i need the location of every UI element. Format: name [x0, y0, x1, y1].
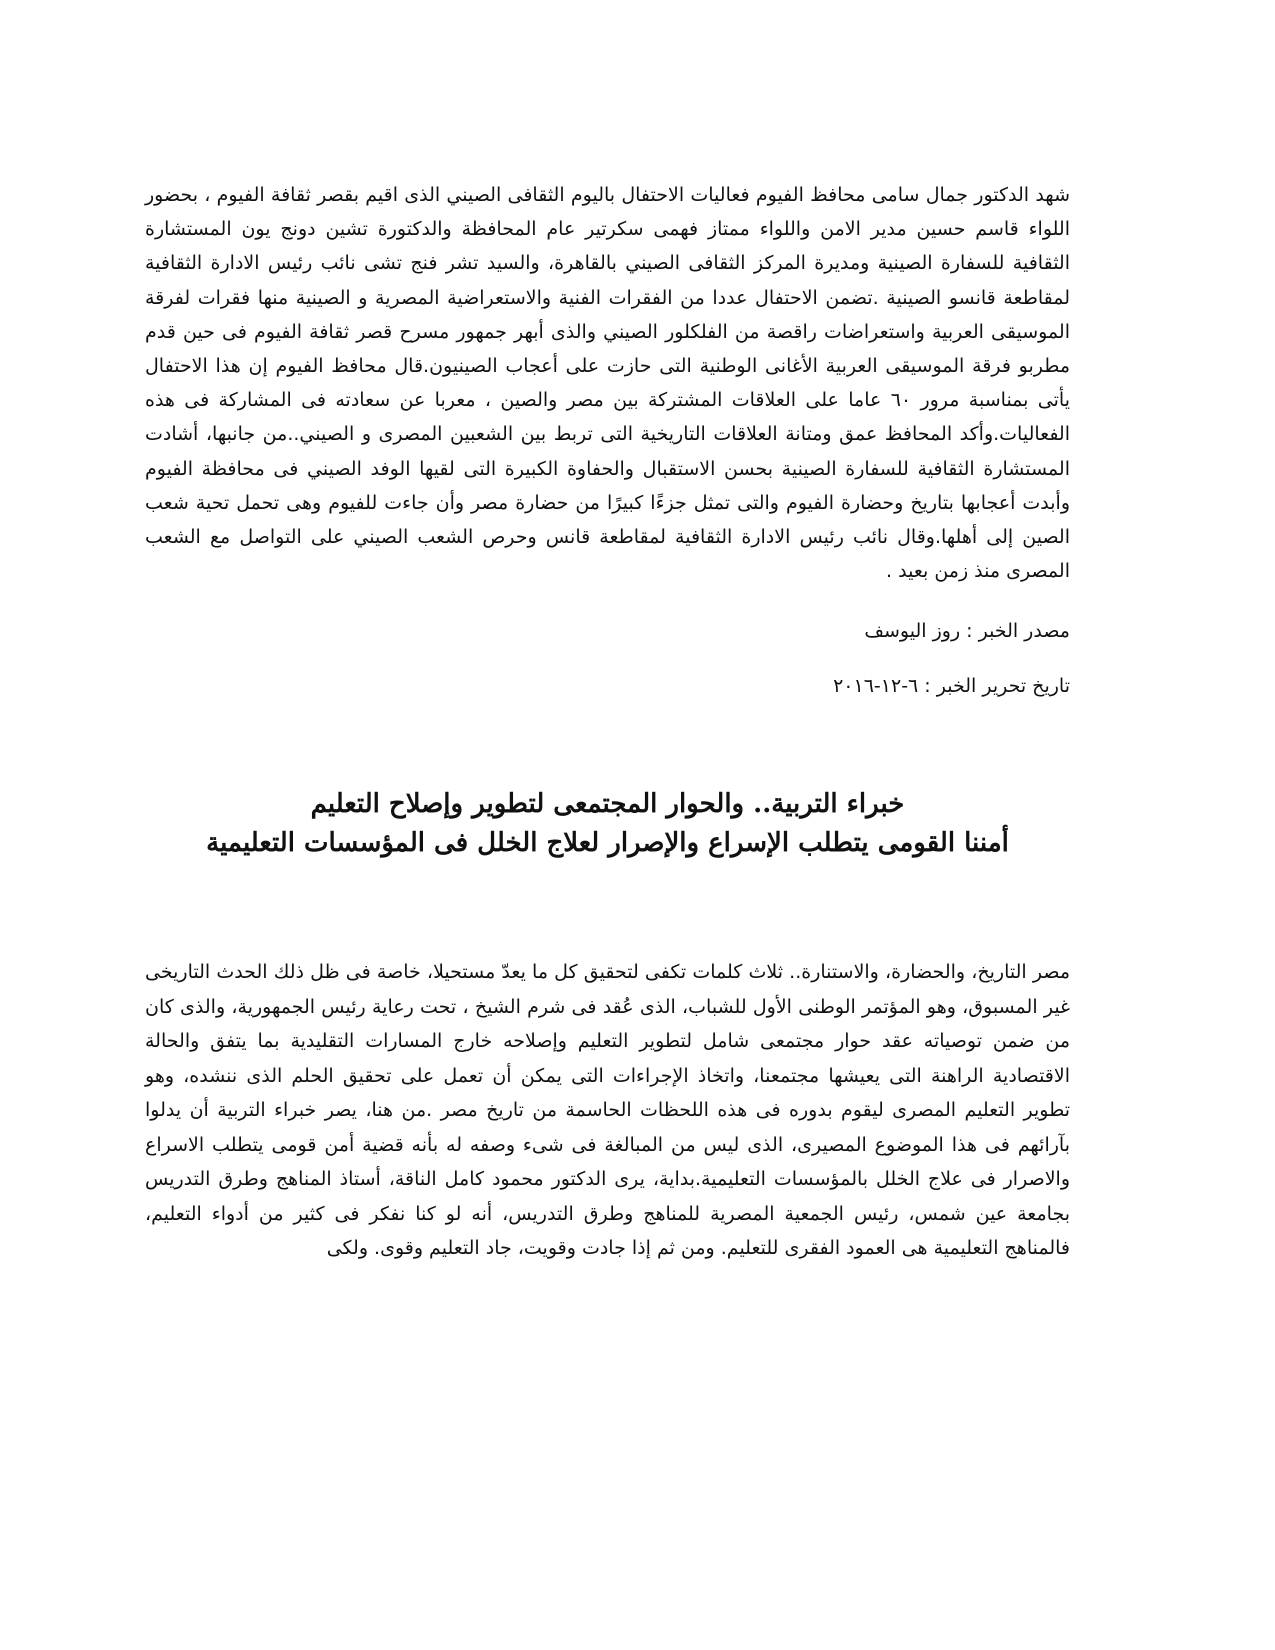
article2-title-line1: خبراء التربية.. والحوار المجتمعى لتطوير وإصلاح التعليم [310, 789, 905, 820]
article2-title-line2: أمننا القومى يتطلب الإسراع والإصرار لعلاج الخلل فى المؤسسات التعليمية [206, 828, 1009, 859]
document-page [145, 178, 1070, 1266]
article1-body: شهد الدكتور جمال سامى محافظ الفيوم فعاليات الاحتفال باليوم الثقافى الصيني الذى اقيم بقصر ثقافة الفيوم ، بحضور اللواء قاسم حسين مدير الامن واللواء ممتاز فهمى سكرتير عام المحافظة والدكتورة تشين دونج يون المستشارة الثقافية للسفارة الصينية ومديرة المركز الثقافى الصيني بالقاهرة، والسيد تشر فنج تشى نائب رئيس الادارة الثقافية لمقاطعة قانسو الصينية .تضمن الاحتفال عددا من الفقرات الفنية والاستعراضية المصرية و الصينية منها فقرات لفرقة الموسيقى العربية واستعراضات راقصة من الفلكلور الصيني والذى أبهر جمهور مسرح قصر ثقافة الفيوم فى حين قدم مطربو فرقة الموسيقى العربية الأغانى الوطنية التى حازت على أعجاب الصينيون.قال محافظ الفيوم إن هذا الاحتفال يأتى بمناسبة مرور ٦٠ عاما على العلاقات المشتركة بين مصر والصين ، معربا عن سعادته فى المشاركة فى هذه الفعاليات.وأكد المحافظ عمق ومتانة العلاقات التاريخية التى تربط بين الشعبين المصرى و الصيني..من جانبها، أشادت المستشارة الثقافية للسفارة الصينية بحسن الاستقبال والحفاوة الكبيرة التى لقيها الوفد الصيني فى محافظة الفيوم وأبدت أعجابها بتاريخ وحضارة الفيوم والتى تمثل جزءًا كبيرًا من حضارة مصر وأن جاءت للفيوم وهى تحمل تحية شعب الصين إلى أهلها.وقال نائب رئيس الادارة الثقافية لمقاطعة قانس وحرص الشعب الصيني على التواصل مع الشعب المصرى منذ زمن بعيد . [145, 184, 1070, 583]
article1-source: مصدر الخبر : روز اليوسف [864, 620, 1070, 643]
article2-body: مصر التاريخ، والحضارة، والاستنارة.. ثلاث كلمات تكفى لتحقيق كل ما يعدّ مستحيلا، خاصة فى ظل ذلك الحدث التاريخى غير المسبوق، وهو المؤتمر الوطنى الأول للشباب، الذى عُقد فى شرم الشيخ ، تحت رعاية رئيس الجمهورية، والذى كان من ضمن توصياته عقد حوار مجتمعى شامل لتطوير التعليم وإصلاحه خارج المسارات التقليدية بما يتفق والحالة الاقتصادية الراهنة التى يعيشها مجتمعنا، واتخاذ الإجراءات التى يمكن أن تعمل على تحقيق الحلم الذى ننشده، وهو تطوير التعليم المصرى ليقوم بدوره فى هذه اللحظات الحاسمة من تاريخ مصر .من هنا، يصر خبراء التربية أن يدلوا بآرائهم فى هذا الموضوع المصيرى، الذى ليس من المبالغة فى شىء وصفه له بأنه قضية أمن قومى يتطلب الاسراع والاصرار فى علاج الخلل بالمؤسسات التعليمية.بداية، يرى الدكتور محمود كامل الناقة، أستاذ المناهج وطرق التدريس بجامعة عين شمس، رئيس الجمعية المصرية للمناهج وطرق التدريس، أنه لو كنا نفكر فى كثير من أدواء التعليم، فالمناهج التعليمية هى العمود الفقرى للتعليم. ومن ثم إذا جادت وقويت، جاد التعليم وقوى. ولكى [145, 961, 1070, 1260]
article2-headline [145, 785, 1070, 863]
article1-date: تاريخ تحرير الخبر : ٦-١٢-٢٠١٦ [833, 675, 1070, 698]
